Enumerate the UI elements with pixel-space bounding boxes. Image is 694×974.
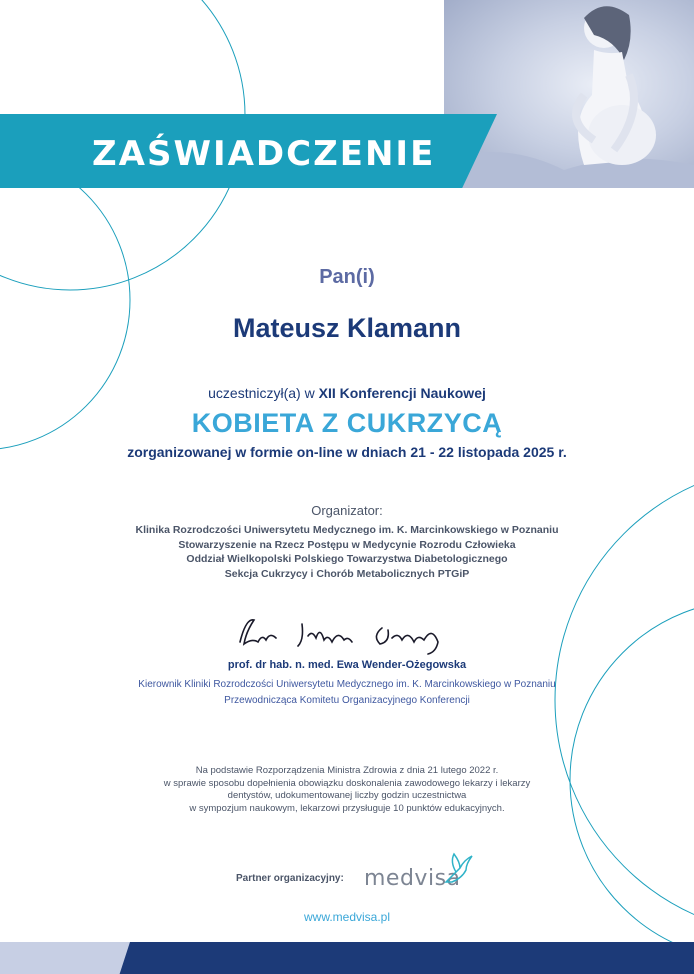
conference-title: KOBIETA Z CUKRZYCĄ [191, 408, 503, 438]
pregnant-woman-photo [444, 0, 694, 188]
signatory-roles [0, 677, 694, 709]
participation-prefix: uczestniczył(a) w [208, 385, 315, 401]
signatory-name: Ewa Wender-Ożegowska [336, 659, 467, 671]
conference-name: XII Konferencji Naukowej [318, 385, 486, 401]
partner-url[interactable]: www.medvisa.pl [303, 910, 391, 924]
medvisa-logo [364, 866, 461, 891]
medvisa-logo-text: medvisa [364, 866, 461, 891]
organizer-item: Klinika Rozrodczości Uniwersytetu Medycznego im. K. Marcinkowskiego w Poznaniu [135, 524, 559, 536]
legal-line: Na podstawie Rozporządzenia Ministra Zdrowia z dnia 21 lutego 2022 r. [195, 765, 499, 776]
organizer-item: Stowarzyszenie na Rzecz Postępu w Medycynie Rozrodu Człowieka [178, 538, 516, 551]
organizer-item: Sekcja Cukrzycy i Chorób Metabolicznych PTGiP [224, 567, 470, 580]
partner-label: Partner organizacyjny: [236, 873, 344, 884]
handwritten-signature [232, 612, 462, 656]
recipient-name: Mateusz Klamann [232, 313, 462, 343]
footer-accent [0, 942, 130, 974]
signatory-role: Kierownik Kliniki Rozrodczości Uniwersytetu Medycznego im. K. Marcinkowskiego w Poznaniu [138, 679, 556, 690]
organizer-list [0, 523, 694, 581]
salutation: Pan(i) [319, 266, 375, 288]
legal-note [0, 765, 694, 815]
signatory-degree: prof. dr hab. n. med. [227, 659, 334, 671]
legal-line: dentystów, udokumentowanej liczby godzin uczestnictwa [227, 790, 467, 801]
organizer-item: Oddział Wielkopolski Polskiego Towarzystwa Diabetologicznego [186, 553, 508, 565]
signatory-line [0, 659, 694, 671]
organizer-label: Organizator: [311, 503, 383, 518]
legal-line: w sprawie sposobu dopełnienia obowiązku doskonalenia zawodowego lekarzy i lekarzy [163, 777, 531, 789]
certificate-title: ZAŚWIADCZENIE [92, 134, 436, 174]
signatory-role: Przewodnicząca Komitetu Organizacyjnego Konferencji [224, 695, 470, 706]
legal-line: w sympozjum naukowym, lekarzowi przysługuje 10 punktów edukacyjnych. [189, 802, 505, 814]
hummingbird-icon [442, 852, 474, 888]
participation-line [0, 385, 694, 401]
conference-dates: zorganizowanej w formie on-line w dniach 21 - 22 listopada 2025 r. [127, 444, 567, 460]
